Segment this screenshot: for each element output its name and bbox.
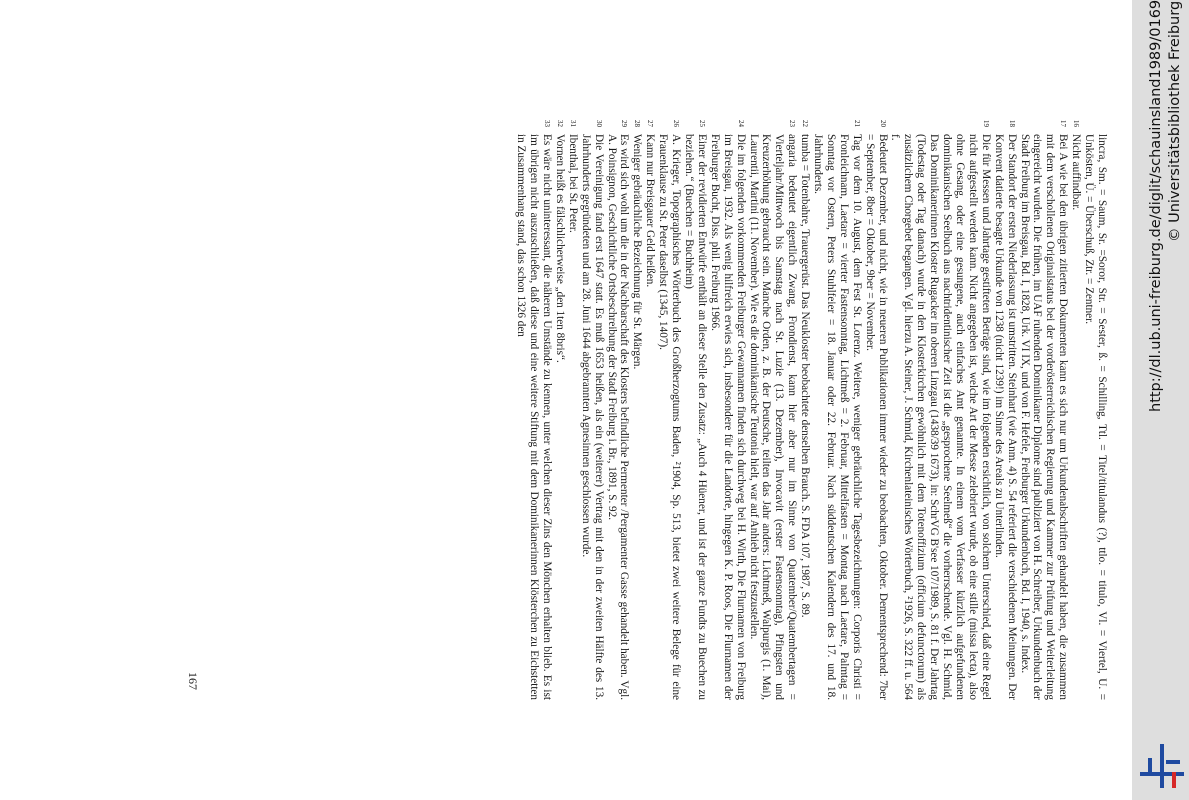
footnote-list [514,120,1082,700]
footnote-30 [579,120,605,700]
footnote-23 [747,120,799,700]
footnote-text: Die Vereinigung fand erst 1647 statt. Es muß 1653 heißen, als ein (weiterer) Vertrag mit den in der zweiten Hälfte des 13. Jahrhunderts gegründeten und am 28. Juni 1644 abgebrannten Agnesinnen geschlossen wurde. [579,134,605,700]
footnote-number: 26 [672,120,681,127]
footnote-29 [605,120,631,700]
copyright-notice: © Universitätsbibliothek Freiburg [1167,0,1183,242]
footnote-text: Bei A wie bei den übrigen zitierten Dokumenten kann es sich nur um Urkundenabschriften gehandelt haben, die zusammen mit dem verschollenen Originalstatus bei der vorderösterreichischen Regierung und Kammer zur Prüfung und Weiterleitung eingereicht wurden. Die frühen, im UAF ruhenden Dominikaner Diplome sind publiziert von H. Schreiber, Urkundenbuch der Stadt Freiburg im Breisgau, Bd. I, 1828, Urk. VI IX, und von F. Hefele, Freiburger Urkundenbuch, Bd. I, 1940, s. Index. [1018,134,1070,700]
footnote-number: 32 [555,120,564,127]
footnote-number: 31 [568,120,577,127]
footnote-24 [708,120,747,700]
footnote-19 [889,120,992,700]
ub-freiburg-logo-icon [1140,744,1184,788]
footnote-text: Einer der revidierten Entwürfe enthält an dieser Stelle den Zusatz: „Auch 4 Hüener, und ist der ganze Fundts zu Buechen zu beziehen.“ (Buechen = Buchheim) [683,134,708,700]
footnote-number: 21 [852,120,861,127]
footnote-number: 27 [646,120,655,127]
footnote-text: Der Standort der ersten Niederlassung ist umstritten. Steinhart (wie Anm. 4) S. 54 referiert die verschiedenen Meinungen. Der Konvent datierte besagte Urkunde von 1238 (nicht 1239!) im Sinne des Areals zu Unterlinden. [992,134,1018,700]
footnote-17 [1018,120,1070,700]
footnote-text: Weniger gebräuchliche Bezeichnung für St. Märgen. [631,134,644,370]
footnote-intro-text: lincra, Sm. = Saum, Sr. =Soror, Str. = Sester, ß. = Schilling, Ttl. = Titel/titulandus (?), ttlo. = titulo, Vl. = Viertel, U. = Unkösten, Ü. = Überschuß, Ztr. = Zentner. [1083,134,1108,700]
footnote-number: 24 [736,120,745,127]
footnote-number: 18 [1007,120,1016,127]
footnote-intro [1082,120,1108,700]
footnote-text: tumba = Totenbahre, Trauergerüst. Das Neukloster beobachtete denselben Brauch. S. FDA 107, 1987, S. 89. [799,134,812,618]
source-url[interactable]: http://dl.ub.uni-freiburg.de/diglit/schauinsland1989/0169 [1148,0,1164,412]
footnote-31 [566,120,579,700]
footnote-text: angaria bedeutet eigentlich Zwang, Frondienst, kann hier aber nur im Sinne von Quatember/Quatembertagen = Vierteljahr/Mittwoch bis Samstag nach St. Luzie (13. Dezember), Invocavit (erster Fastensonntag), Pfingsten und Kreuzerhöhung gebraucht sein. Manche Orden, z. B. der Deutsche, teilten das Jahr anders: Lichtmeß, Walpurgis (1. Mai), Laurentii, Martini (11. November). Wie es die dominikanische Teutonia hielt, war auf Anhieb nicht festzustellen. [747,134,799,700]
scanned-page [178,120,1108,700]
footnote-text: Die für Messen und Jahrtage gestifteten Beträge sind, wie im folgenden ersichtlich, von solchem Unterschied, daß eine Regel nicht aufgestellt werden kann. Nicht angegeben ist, welche Art der Messe zelebriert wurde, ob eine stille (missa lecta), also ohne Gesang, oder eine gesungene, auch einfaches Amt genannte. In einem vom Verfasser kürzlich aufgefundenen dominikanischen Seelbuch aus nachtridentinischer Zeit ist die „gesprochene Seelmeß“ die vorherrschende. Vgl. H. Schmid, Das Dominikanerinnen Kloster Rugacker im oberen Linzgau (1438/39 1673), in: SchrVG B'see 107/1989, S. 81 f. Der Jahrtag (Todestag oder Tag danach) wurde in den Klosterkirchen gewöhnlich mit dem Totenoffizium (officium defunctorum) als zusätzlichem Chorgebet begangen. Vgl. hierzu A. Steiner, J. Schmid, Kirchenlateinisches Wörterbuch, ²1926, S. 322 ff. u. 564 f. [889,134,992,700]
footnote-28 [630,120,643,700]
footnote-text: Vornen heißt es fälschlicherweise „den 1ten 8bris“. [553,134,566,363]
footnote-number: 28 [633,120,642,127]
footnote-number: 25 [697,120,706,127]
footnote-text: Es wird sich wohl um die in der Nachbarschaft des Klosters befindliche Permenter /Pergamenter Gasse gehandelt haben. Vgl. A. Poinsignon, Geschichtliche Ortsbeschreibung der Stadt Freiburg i. Br., 1891, S. 92. [605,134,631,700]
footnote-text: Ibenthal, bei St. Peter. [566,134,579,233]
footnote-number: 22 [801,120,810,127]
footnote-number: 16 [1072,120,1081,127]
footnote-text: Es wäre nicht uninteressant, die näheren Umstände zu kennen, unter welchen dieser Zins den Mönchen erhalten blieb. Es ist im übrigen nicht auszuschließen, daß diese und eine weitere Stiftung mit dem Dominikanerinnen Klösterchen zu Eichstetten in Zusammenhang stand, das schon 1326 den [515,134,554,700]
footnote-number: 20 [878,120,887,127]
footnote-number: 33 [543,120,552,127]
footnote-20 [863,120,889,700]
footnote-18 [992,120,1018,700]
footnote-22 [798,120,811,700]
footnote-number: 19 [981,120,990,127]
footnote-32 [553,120,566,700]
footnote-21 [811,120,863,700]
footnote-text: Nicht auffindbar. [1070,134,1083,211]
footnote-number: 30 [594,120,603,127]
footnote-number: 23 [788,120,797,127]
footnote-27 [643,120,656,700]
footnote-text: Bedeutet Dezember, und nicht, wie in neueren Publikationen immer wieder zu beobachten, Oktober. Dementsprechend: 7ber = September, 8ber = Oktober, 9ber = November. [863,134,889,700]
footnote-number: 29 [620,120,629,127]
footnote-text: Kann nur Breisgauer Geld heißen. [644,134,657,288]
footnote-number: 17 [1059,120,1068,127]
footnote-26 [656,120,682,700]
footnote-16 [1069,120,1082,700]
footnote-text: Tag vor dem 10. August, dem Fest St. Lorenz. Weitere, weniger gebräuchliche Tagesbezeichnungen: Corporis Christi = Fronleichnam, Laetare = vierter Fastensonntag, Lichtmeß = 2. Februar, Mittelfasten = Montag nach Laetare, Palmtag = Sonntag vor Ostern, Peters Stuhlfeier = 18. Januar oder 22. Februar. Nach süddeutschen Kalendern des 17. und 18. Jahrhunderts. [812,134,863,700]
footnote-33 [514,120,553,700]
footnote-25 [682,120,708,700]
footnote-text: A. Krieger, Topographisches Wörterbuch des Großherzogtums Baden, ²1904, Sp. 513, bietet zwei weitere Belege für eine Frauenklause zu St. Peter daselbst (1345, 1407). [657,134,683,700]
page-number: 167 [185,672,200,690]
footnote-text: Die im folgenden vorkommenden Freiburger Gewannamen finden sich durchweg bei H. Wirth, Die Flurnamen von Freiburg im Breisgau, 1932. Als wenig hilfreich erwies sich, insbesondere für die Landorte, hingegen K. P. Roos, Die Flurnamen der Freiburger Bucht, Diss. phil. Freiburg 1966. [708,134,747,700]
